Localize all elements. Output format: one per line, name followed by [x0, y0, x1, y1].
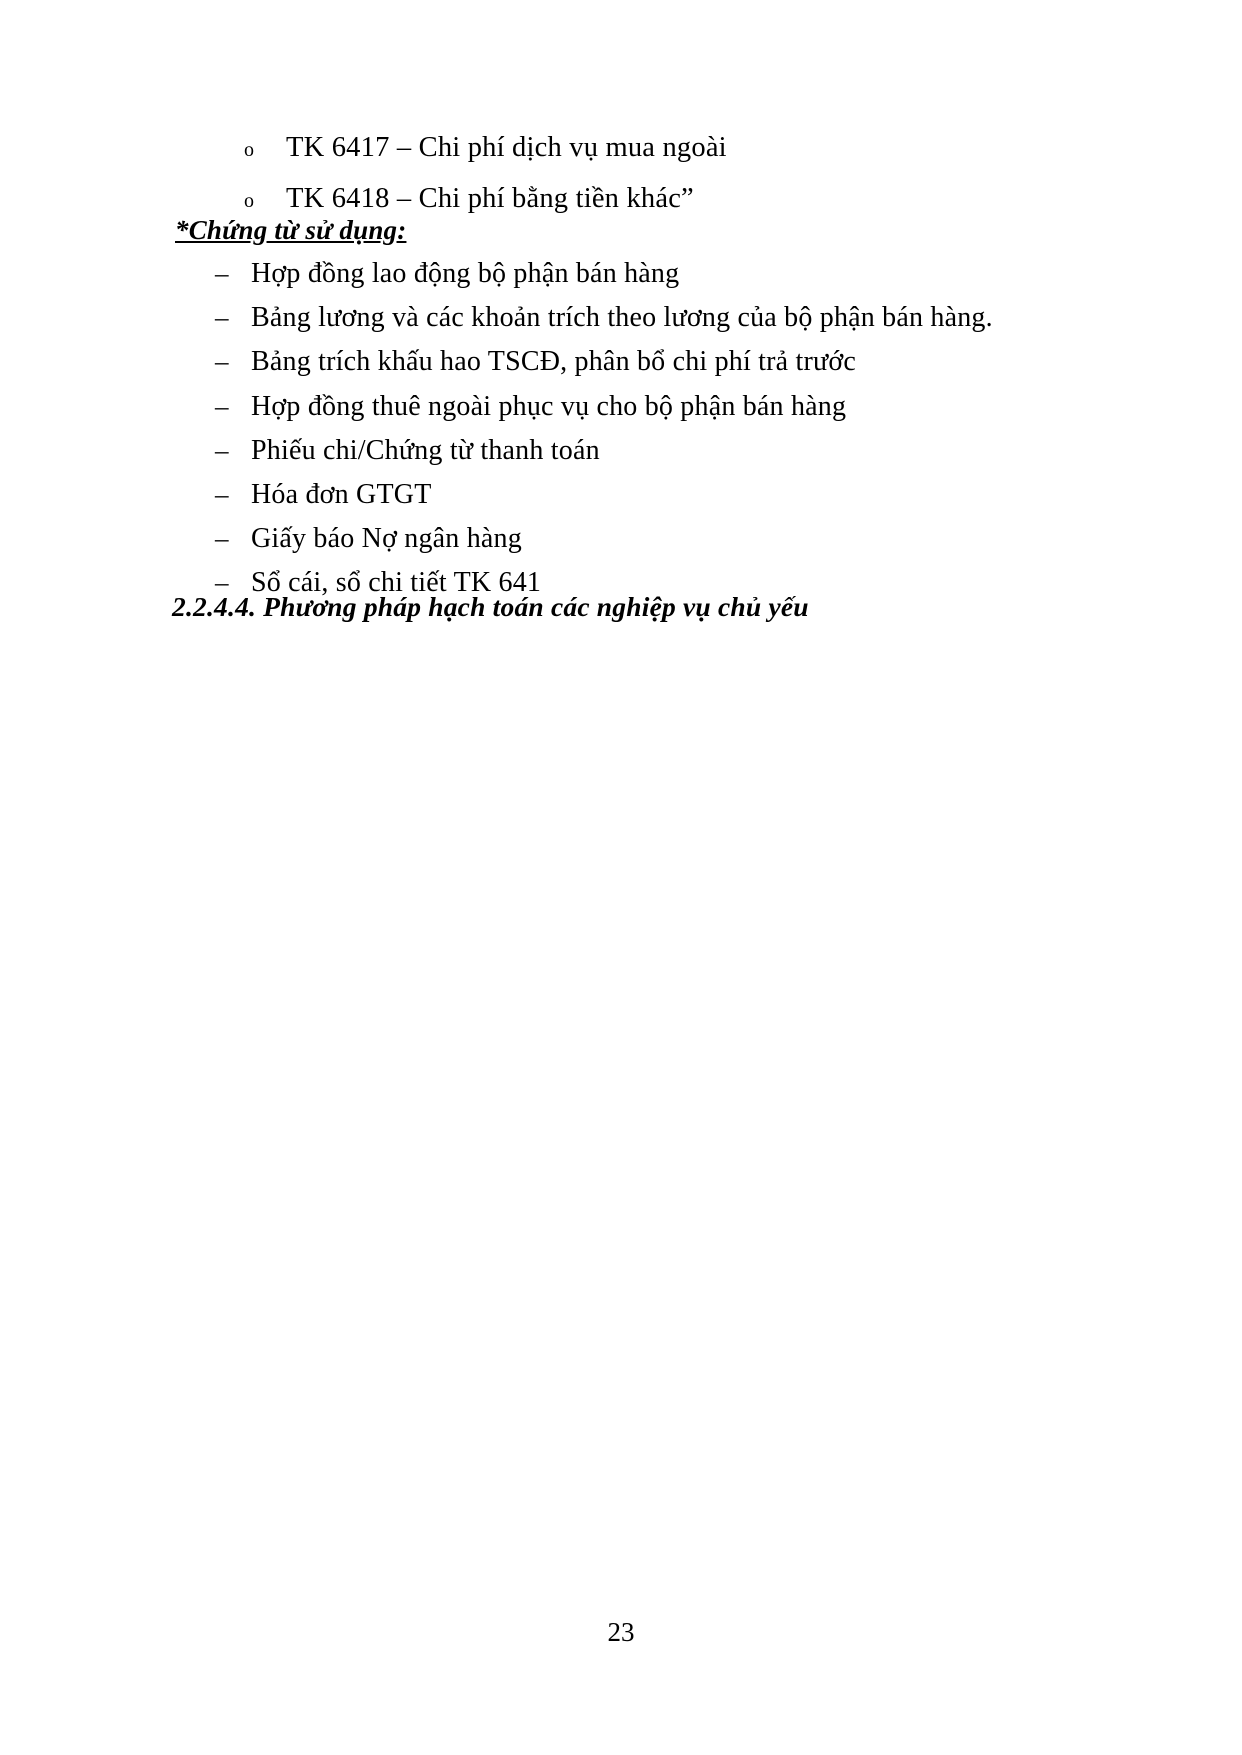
section-heading: 2.2.4.4. Phương pháp hạch toán các nghiệp vụ chủ yếu [172, 591, 809, 622]
list-item [244, 183, 1144, 215]
circle-marker-icon: o [244, 189, 254, 212]
list-item [215, 302, 1175, 334]
dash-marker-icon: – [215, 258, 229, 288]
list-item-label: Hợp đồng thuê ngoài phục vụ cho bộ phận bán hàng [251, 390, 847, 422]
list-item-label: Phiếu chi/Chứng từ thanh toán [251, 434, 600, 466]
list-item-label: Hóa đơn GTGT [251, 478, 432, 510]
list-item-label: Sổ cái, sổ chi tiết TK 641 [251, 567, 542, 599]
list-item-label: Bảng lương và các khoản trích theo lương của bộ phận bán hàng. [251, 302, 993, 334]
dash-marker-icon: – [215, 478, 229, 509]
document-list [215, 258, 1175, 612]
list-item-label: Bảng trích khấu hao TSCĐ, phân bổ chi phí trả trước [251, 346, 856, 378]
list-item [215, 435, 1175, 467]
list-item [215, 346, 1175, 378]
dash-marker-icon: – [215, 302, 229, 333]
dash-marker-icon: – [215, 523, 229, 554]
circle-marker-icon: o [244, 139, 254, 161]
dash-marker-icon: – [215, 390, 229, 421]
list-item-label: Hợp đồng lao động bộ phận bán hàng [251, 258, 680, 289]
page-number: 23 [607, 1617, 635, 1647]
list-item [215, 258, 1175, 290]
dash-marker-icon: – [215, 434, 229, 465]
list-item-label: TK 6417 – Chi phí dịch vụ mua ngoài [286, 132, 727, 163]
list-item [215, 391, 1175, 423]
list-item [244, 132, 1144, 164]
list-item [215, 479, 1175, 511]
documents-heading: *Chứng từ sử dụng: [175, 215, 407, 245]
list-item-label: Giấy báo Nợ ngân hàng [251, 523, 522, 555]
list-item-label: TK 6418 – Chi phí bằng tiền khác” [286, 182, 694, 214]
dash-marker-icon: – [215, 567, 229, 598]
list-item [215, 523, 1175, 555]
dash-marker-icon: – [215, 346, 229, 377]
